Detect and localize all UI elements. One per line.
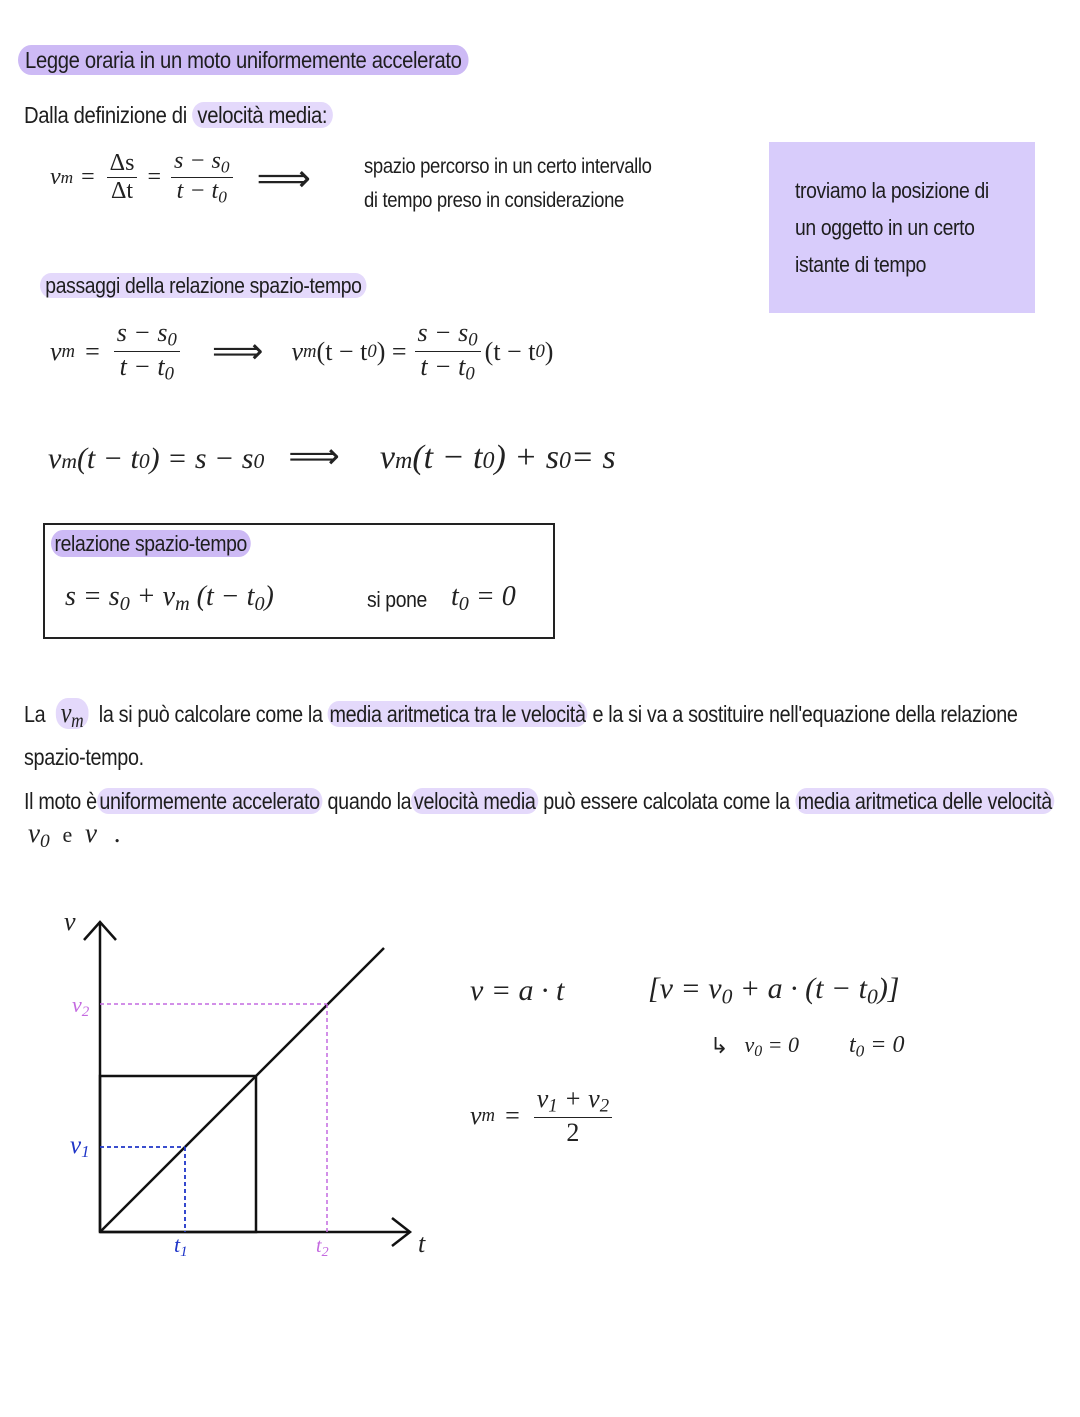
eq1-note: spazio percorso in un certo intervallo di tempo preso in considerazione <box>364 155 652 212</box>
hook-arrow-icon: ↳ <box>710 1034 729 1060</box>
fraction-delta: $\frac{\Delta s}{\Delta t}$ <box>107 150 138 206</box>
implies-arrow-icon: ⟹ <box>211 331 264 373</box>
v2-label: v2 <box>72 992 90 1020</box>
velocity-line <box>100 948 384 1232</box>
relation-equation: $s = s_0 + v_m$ $(t - t_0)$ <box>65 581 274 616</box>
steps-heading: passaggi della relazione spazio-tempo <box>40 273 367 299</box>
paragraph-1: La $v_m$ la si può calcolare come la media aritmetica tra le velocità e la si va a sostituire nell'equazione della relazione spazio-tempo. <box>24 698 1018 771</box>
formula-conditions: ↳ $v_0 = 0$ $t_0 = 0$ <box>710 1032 905 1061</box>
y-axis-label: v <box>64 907 76 936</box>
formula-general: $[v = v_0 + a \cdot (t - t_0)]$ <box>648 972 900 1009</box>
formula-v-at: v = a · t <box>470 974 565 1007</box>
t1-label: t1 <box>174 1232 188 1260</box>
intro-prefix: Dalla definizione di <box>24 102 187 128</box>
eq-steps-2: v m (t − t 0 ) = s − s 0 ⟹ v m (t − t 0 ) + s 0 = s <box>48 436 616 477</box>
implies-arrow-icon: ⟹ <box>256 155 311 200</box>
relation-note: si pone <box>367 587 427 612</box>
vm-symbol: $v_m$ <box>56 698 89 729</box>
relation-box <box>43 523 555 639</box>
formula-mean-velocity: v m = $\frac{v_1 + v_2}{2}$ <box>470 1084 616 1148</box>
eq-velocity-definition: v m = $\frac{\Delta s}{\Delta t}$ = $\frac{s - s_0}{t - t_0}$ ⟹ <box>50 148 311 207</box>
side-note-box: troviamo la posizione di un oggetto in un certo istante di tempo <box>769 142 1035 313</box>
paragraph-2-velocities: $v_0$ e v . <box>28 818 121 852</box>
paragraph-2: Il moto è uniformemente accelerato quando la velocità media può essere calcolata come la media aritmetica delle velocità <box>24 784 1054 818</box>
x-axis-label: t <box>418 1229 426 1258</box>
eq-steps-1: v m = $\frac{s - s_0}{t - t_0}$ ⟹ v m (t − t 0 ) = $\frac{s - s_0}{t - t_0}$ (t − t 0 ) <box>50 318 554 385</box>
v1-label: v1 <box>70 1132 90 1161</box>
fraction-s-t: $\frac{s - s_0}{t - t_0}$ <box>171 148 233 207</box>
implies-arrow-icon: ⟹ <box>288 436 340 477</box>
t2-label: $t_2$ <box>316 1235 329 1260</box>
relation-condition: $t_0 = 0$ <box>451 581 516 616</box>
velocity-time-graph <box>50 900 450 1270</box>
relation-label: relazione spazio-tempo <box>51 530 250 557</box>
intro-highlight: velocità media: <box>192 102 332 128</box>
page-title: Legge oraria in un moto uniformemente accelerato <box>18 47 469 74</box>
intro-line <box>24 102 332 129</box>
